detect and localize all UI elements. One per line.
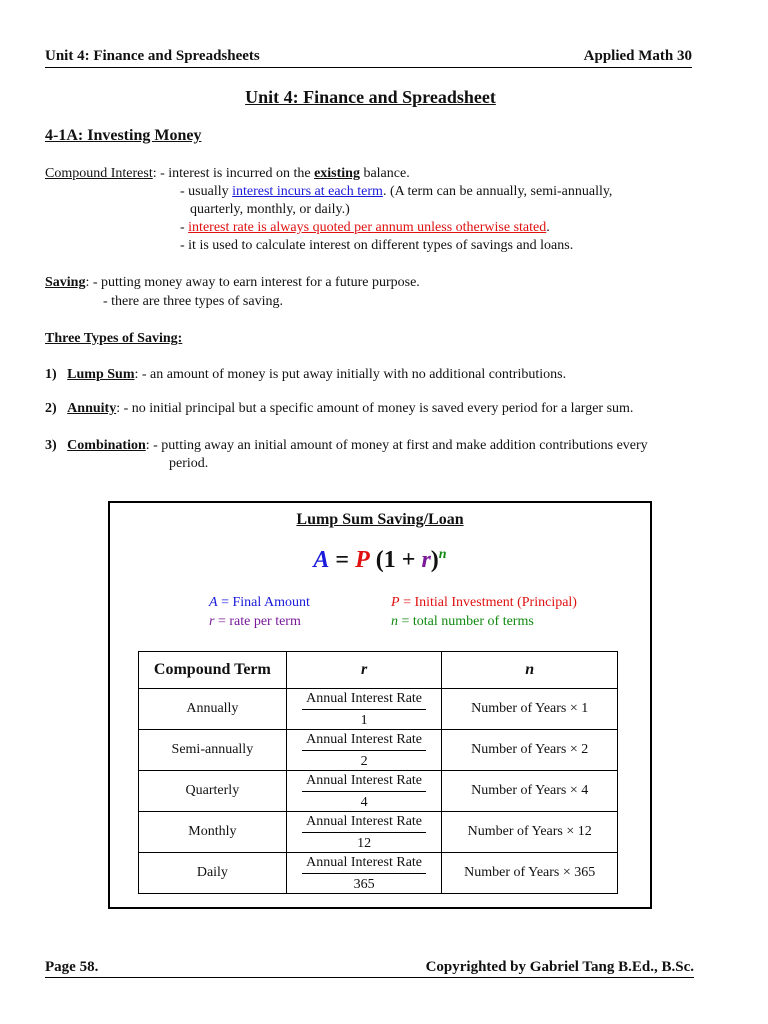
ci-each-term-link[interactable]: interest incurs at each term — [232, 184, 383, 199]
rate-fraction — [302, 731, 426, 770]
fraction-denominator: 1 — [360, 712, 368, 728]
footer-page-number: Page 58. — [45, 959, 99, 975]
header-rule — [45, 67, 692, 68]
formula-equals: = — [329, 547, 356, 573]
term-cell: Monthly — [139, 812, 287, 853]
legend-n-text: = total number of terms — [398, 614, 534, 629]
fraction-numerator: Annual Interest Rate — [302, 690, 426, 710]
r-cell — [286, 812, 442, 853]
compound-term-table — [138, 651, 618, 894]
table-row — [139, 771, 618, 812]
ci-text-1c: balance. — [359, 166, 410, 181]
r-cell — [286, 730, 442, 771]
fraction-numerator: Annual Interest Rate — [302, 772, 426, 792]
r-cell — [286, 689, 442, 730]
rate-fraction — [302, 772, 426, 811]
item-text: : - no initial principal but a specific amount of money is saved every period for a larger sum. — [116, 401, 634, 416]
term-cell: Daily — [139, 853, 287, 894]
compound-interest-line3: quarterly, monthly, or daily.) — [190, 202, 350, 217]
ci-text-1a: : - interest is incurred on the — [152, 166, 315, 181]
item-number: 1) — [45, 367, 57, 382]
n-cell: Number of Years × 1 — [442, 689, 618, 730]
rate-fraction — [302, 854, 426, 893]
ci-text-2c: . (A term can be annually, semi-annually, — [382, 184, 613, 199]
table-row — [139, 689, 618, 730]
legend-A-symbol: A — [209, 595, 218, 610]
fraction-denominator: 12 — [357, 835, 372, 851]
rate-fraction — [302, 813, 426, 852]
saving-term: Saving — [45, 275, 86, 290]
col-header-n — [442, 652, 618, 689]
formula — [110, 547, 650, 574]
formula-n: n — [438, 547, 447, 562]
legend-n — [391, 614, 534, 630]
page-title: Unit 4: Finance and Spreadsheet — [245, 87, 496, 107]
compound-interest-term: Compound Interest — [45, 166, 153, 181]
compound-interest-line5: - it is used to calculate interest on different types of savings and loans. — [180, 238, 574, 253]
item-text: : - putting away an initial amount of money at first and make addition contributions every — [145, 438, 648, 453]
table-header-row — [139, 652, 618, 689]
legend-P — [391, 595, 577, 611]
term-cell: Quarterly — [139, 771, 287, 812]
ci-text-2a: - usually — [180, 184, 233, 199]
header-left: Unit 4: Finance and Spreadsheets — [45, 48, 260, 64]
compound-interest-line4 — [180, 219, 550, 237]
formula-P: P — [355, 547, 370, 573]
three-types-heading: Three Types of Saving: — [45, 331, 183, 346]
fraction-denominator: 4 — [360, 794, 368, 810]
legend-A-text: = Final Amount — [217, 595, 310, 610]
saving-type-3-cont: period. — [169, 456, 209, 471]
item-number: 2) — [45, 401, 57, 416]
legend-r-symbol: r — [209, 614, 215, 629]
term-cell: Annually — [139, 689, 287, 730]
r-cell — [286, 853, 442, 894]
rate-fraction — [302, 690, 426, 729]
col-header-n-text: n — [525, 661, 535, 678]
legend-r-text: = rate per term — [214, 614, 301, 629]
fraction-denominator: 2 — [360, 753, 368, 769]
r-cell — [286, 771, 442, 812]
box-title: Lump Sum Saving/Loan — [296, 511, 464, 528]
legend-P-symbol: P — [391, 595, 400, 610]
table-row — [139, 853, 618, 894]
lump-sum-box — [108, 501, 652, 909]
formula-close: ) — [430, 547, 439, 573]
ci-per-annum-note: interest rate is always quoted per annum unless otherwise stated — [188, 220, 547, 235]
header-right: Applied Math 30 — [583, 48, 692, 64]
saving-type-2 — [45, 400, 633, 418]
saving-type-1 — [45, 366, 566, 384]
n-cell: Number of Years × 12 — [442, 812, 618, 853]
n-cell: Number of Years × 4 — [442, 771, 618, 812]
col-header-compound-term: Compound Term — [139, 652, 287, 689]
saving-line1 — [45, 274, 420, 292]
table-row — [139, 730, 618, 771]
table-row — [139, 812, 618, 853]
fraction-numerator: Annual Interest Rate — [302, 731, 426, 751]
legend-A — [209, 595, 310, 611]
n-cell: Number of Years × 2 — [442, 730, 618, 771]
legend-n-symbol: n — [391, 614, 398, 629]
compound-interest-line1 — [45, 165, 410, 183]
footer-rule — [45, 977, 694, 978]
formula-open: (1 + — [369, 547, 422, 573]
formula-r: r — [421, 547, 431, 573]
item-term: Annuity — [67, 401, 117, 416]
item-text: : - an amount of money is put away initially with no additional contributions. — [134, 367, 567, 382]
col-header-r — [286, 652, 442, 689]
saving-type-3 — [45, 437, 648, 455]
saving-text-1: : - putting money away to earn interest for a future purpose. — [85, 275, 420, 290]
legend-P-text: = Initial Investment (Principal) — [399, 595, 577, 610]
fraction-numerator: Annual Interest Rate — [302, 854, 426, 874]
term-cell: Semi-annually — [139, 730, 287, 771]
item-term: Combination — [67, 438, 146, 453]
section-heading: 4-1A: Investing Money — [45, 127, 202, 144]
fraction-numerator: Annual Interest Rate — [302, 813, 426, 833]
legend-r — [209, 614, 301, 630]
saving-line2: - there are three types of saving. — [103, 294, 283, 309]
n-cell: Number of Years × 365 — [442, 853, 618, 894]
fraction-denominator: 365 — [353, 876, 375, 892]
item-term: Lump Sum — [67, 367, 135, 382]
ci-text-4c: . — [546, 220, 550, 235]
compound-interest-line2 — [180, 183, 612, 201]
ci-text-4a: - — [180, 220, 189, 235]
col-header-r-text: r — [360, 661, 368, 678]
formula-A: A — [313, 547, 330, 573]
ci-existing: existing — [314, 166, 360, 181]
footer-copyright: Copyrighted by Gabriel Tang B.Ed., B.Sc. — [425, 959, 694, 975]
item-number: 3) — [45, 438, 57, 453]
